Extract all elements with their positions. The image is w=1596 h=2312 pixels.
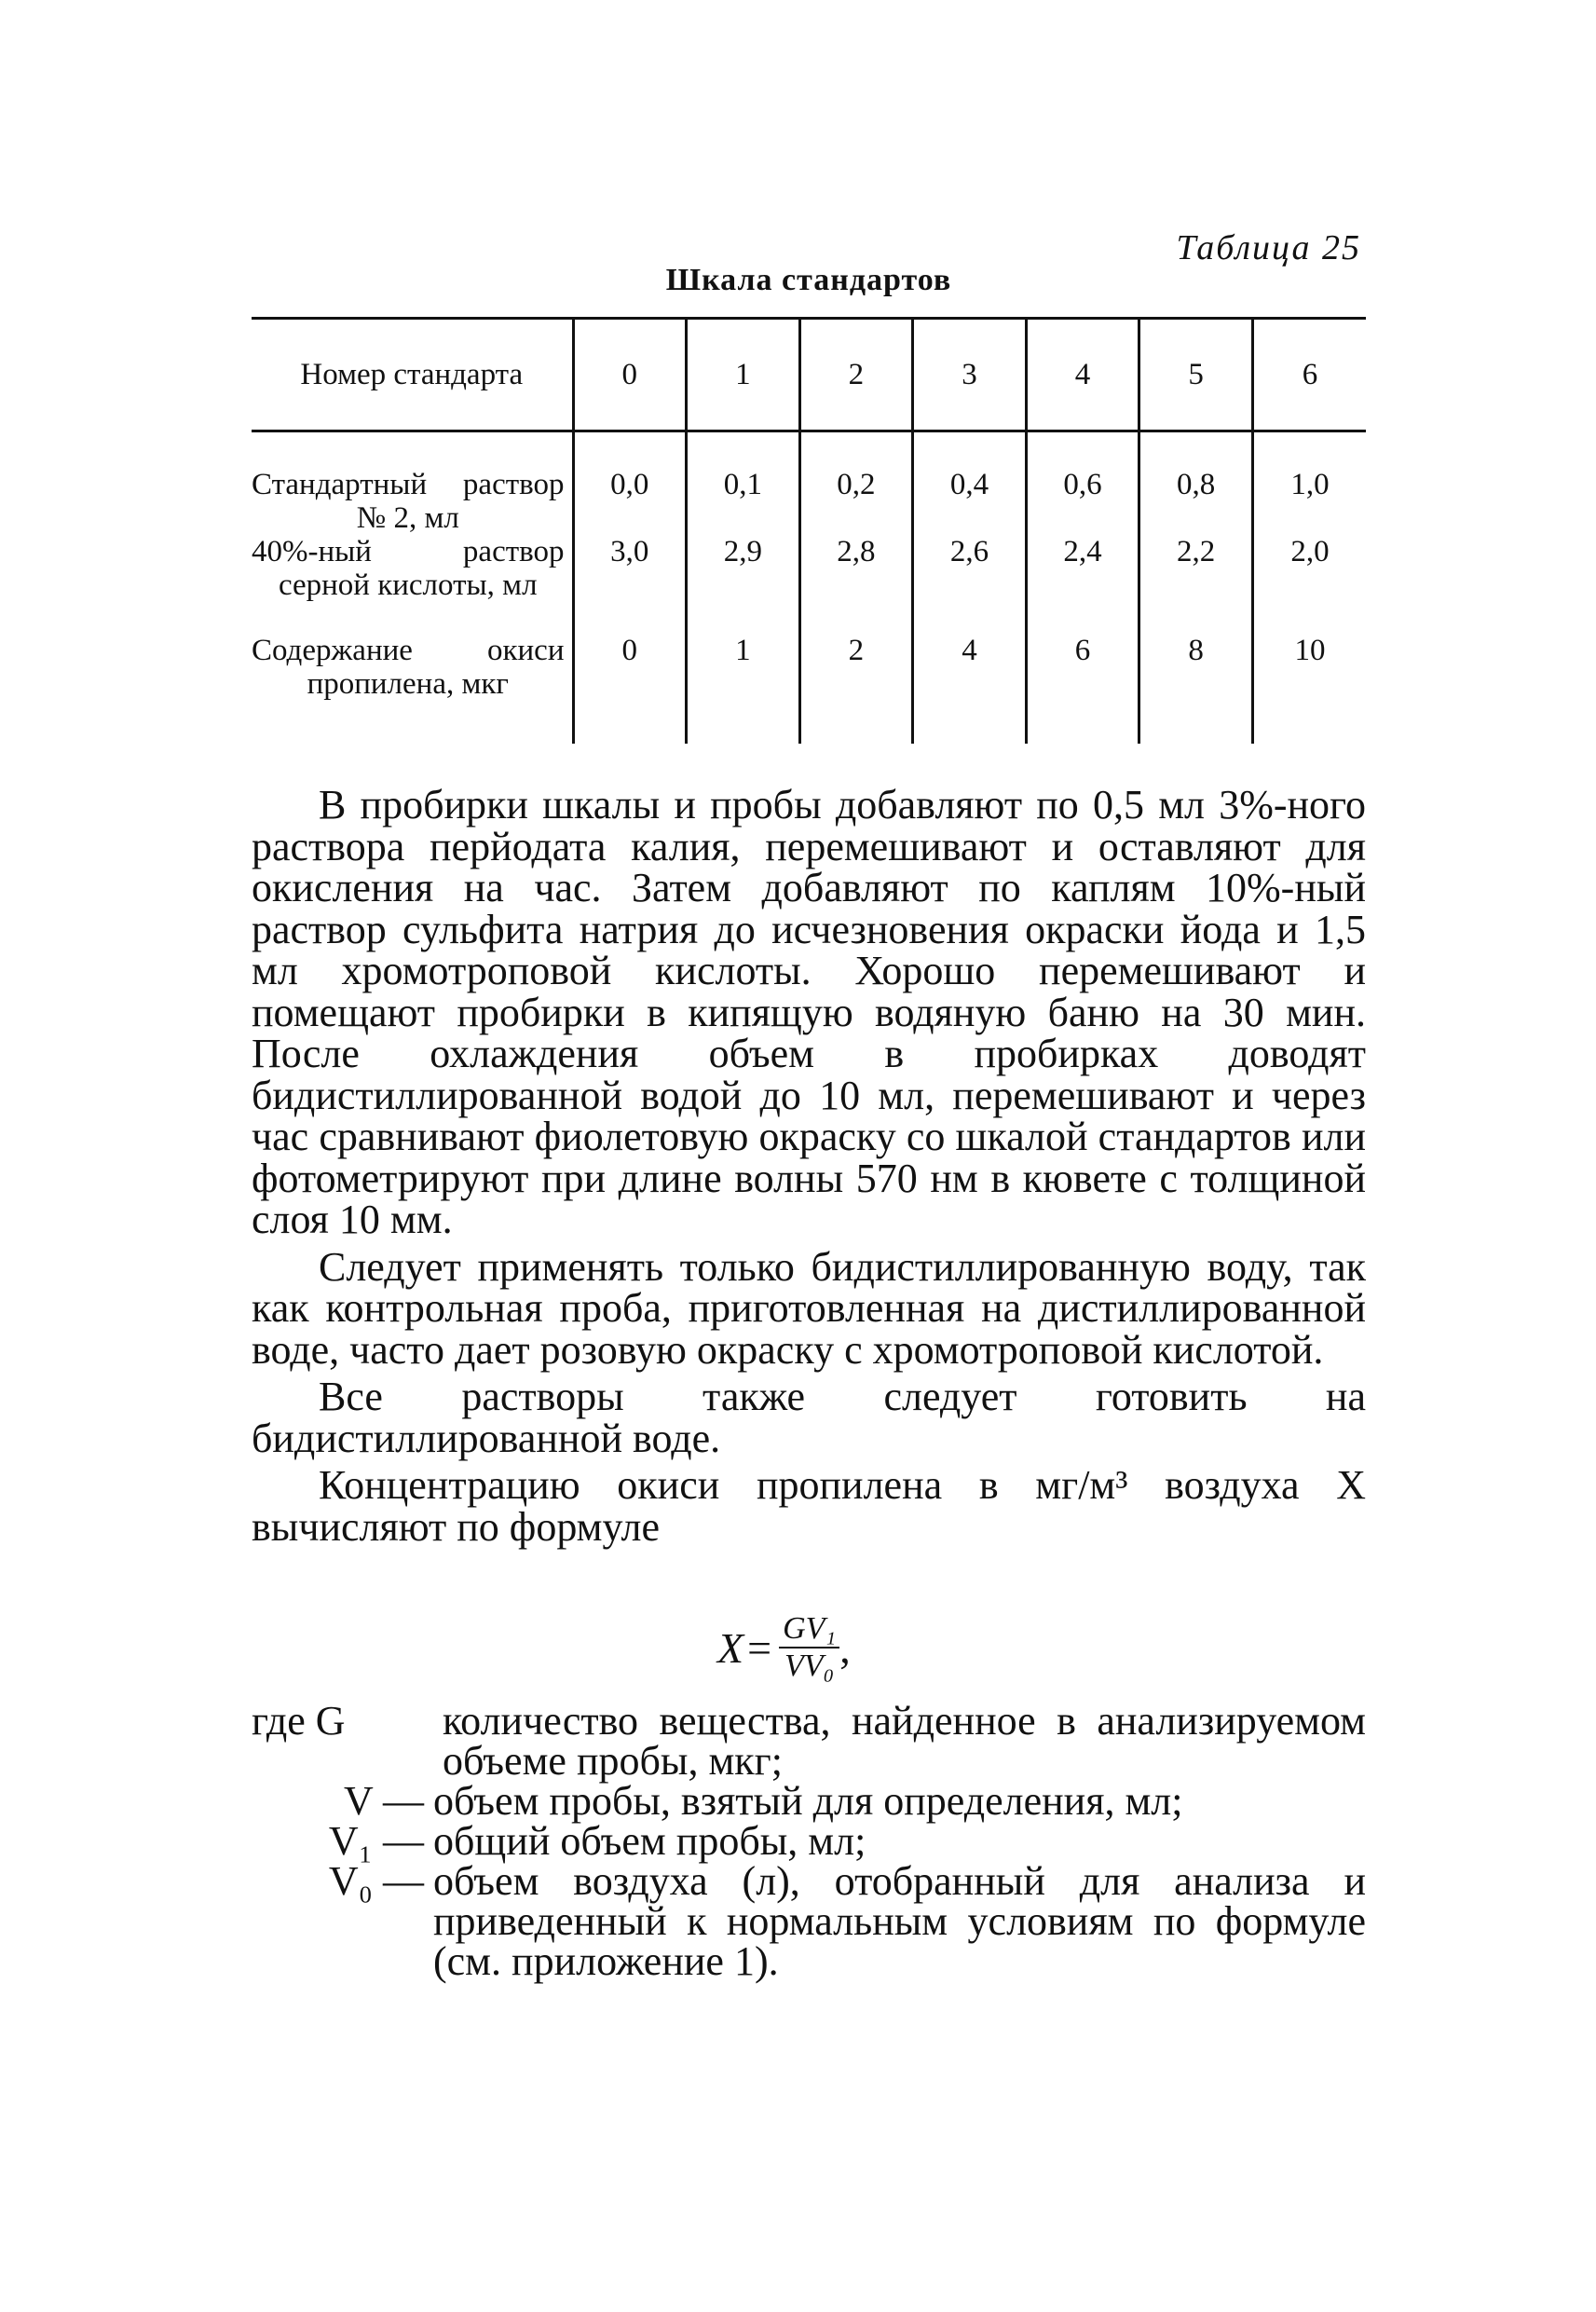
header-col: 2 bbox=[799, 319, 913, 431]
table-cell: 4 bbox=[913, 634, 1027, 744]
formula-equals: = bbox=[747, 1623, 772, 1672]
table-row bbox=[252, 535, 1366, 634]
row-label: Содержание окиси пропилена, мкг bbox=[252, 634, 565, 701]
table-cell: 1 bbox=[687, 634, 800, 744]
definition-item bbox=[252, 1698, 1366, 1784]
definition-symbol: V₁ — bbox=[328, 1818, 424, 1864]
definition-text: общий объем пробы, мл; bbox=[433, 1818, 866, 1864]
formula-comma: , bbox=[839, 1623, 851, 1672]
table-cell: 6 bbox=[1026, 634, 1139, 744]
formula-denominator: VV₀ bbox=[784, 1648, 835, 1683]
definition-item bbox=[252, 1818, 1366, 1864]
header-col: 4 bbox=[1026, 319, 1139, 431]
row-label: Стандартный раствор № 2, мл bbox=[252, 468, 565, 535]
table-cell: 8 bbox=[1139, 634, 1253, 744]
formula-numerator: GV₁ bbox=[779, 1611, 839, 1648]
paragraph: Концентрацию окиси пропилена в мг/м³ воздуха X вычисляют по формуле bbox=[252, 1462, 1366, 1550]
formula bbox=[717, 1603, 851, 1692]
table-cell: 1,0 bbox=[1252, 431, 1366, 536]
header-col: 3 bbox=[913, 319, 1027, 431]
table-cell: 2,2 bbox=[1139, 535, 1253, 634]
table-cell: 2,9 bbox=[687, 535, 800, 634]
table-row bbox=[252, 634, 1366, 744]
standards-table bbox=[252, 317, 1366, 744]
paragraph: Следует применять только бидистиллированную воду, так как контрольная проба, приготовленная на дистиллированной воде, часто дает розовую окраску с хромотроповой кислотой. bbox=[252, 1243, 1366, 1373]
header-col: 6 bbox=[1252, 319, 1366, 431]
definition-item bbox=[252, 1858, 1366, 1984]
table-cell: 2,0 bbox=[1252, 535, 1366, 634]
table-cell: 2,8 bbox=[799, 535, 913, 634]
paragraph: Все растворы также следует готовить на бидистиллированной воде. bbox=[252, 1374, 1366, 1461]
table-header-row bbox=[252, 319, 1366, 431]
definition-text: количество вещества, найденное в анализируемом объеме пробы, мкг; bbox=[443, 1698, 1366, 1784]
header-col: 1 bbox=[687, 319, 800, 431]
row-label: 40%-ный раствор серной кислоты, мл bbox=[252, 535, 565, 602]
table-cell: 0,2 bbox=[799, 431, 913, 536]
paragraph: В пробирки шкалы и пробы добавляют по 0,5 мл 3%-ного раствора перйодата калия, перемешивают и оставляют для окисления на час. Затем добавляют по каплям 10%-ный раствор сульфита натрия до исчезновения окраски йода и 1,5 мл хромотроповой кислоты. Хорошо перемешивают и помещают пробирки в кипящую водяную баню на 30 мин. После охлаждения объем в пробирках доводят бидистиллированной водой до 10 мл, перемешивают и через час сравнивают фиолетовую окраску со шкалой стандартов или фотометрируют при длине волны 570 нм в кювете с толщиной слоя 10 мм. bbox=[252, 782, 1366, 1242]
definition-symbol: V₀ — bbox=[328, 1858, 424, 1904]
body-text bbox=[252, 782, 1366, 1550]
table-cell: 2,6 bbox=[913, 535, 1027, 634]
variable-definitions bbox=[252, 1698, 1366, 1984]
table-cell: 3,0 bbox=[573, 535, 687, 634]
table-cell: 0 bbox=[573, 634, 687, 744]
header-row-label: Номер стандарта bbox=[300, 358, 524, 391]
table-cell: 0,6 bbox=[1026, 431, 1139, 536]
header-col: 5 bbox=[1139, 319, 1253, 431]
table-title: Шкала стандартов bbox=[665, 263, 952, 297]
table-cell: 2 bbox=[799, 634, 913, 744]
table-cell: 2,4 bbox=[1026, 535, 1139, 634]
table-cell: 10 bbox=[1252, 634, 1366, 744]
definition-symbol: V — bbox=[344, 1778, 424, 1824]
table-cell: 0,8 bbox=[1139, 431, 1253, 536]
table-row bbox=[252, 431, 1366, 536]
definition-item bbox=[252, 1778, 1366, 1824]
header-col: 0 bbox=[573, 319, 687, 431]
table-number: Таблица 25 bbox=[1176, 228, 1361, 267]
table-cell: 0,4 bbox=[913, 431, 1027, 536]
definition-symbol: где G bbox=[252, 1698, 346, 1744]
table-cell: 0,0 bbox=[573, 431, 687, 536]
definition-text: объем пробы, взятый для определения, мл; bbox=[433, 1778, 1183, 1824]
table-cell: 0,1 bbox=[687, 431, 800, 536]
formula-lhs: X bbox=[717, 1623, 744, 1672]
definition-text: объем воздуха (л), отобранный для анализа и приведенный к нормальным условиям по формуле (см. приложение 1). bbox=[433, 1858, 1366, 1984]
formula-fraction bbox=[779, 1611, 839, 1684]
